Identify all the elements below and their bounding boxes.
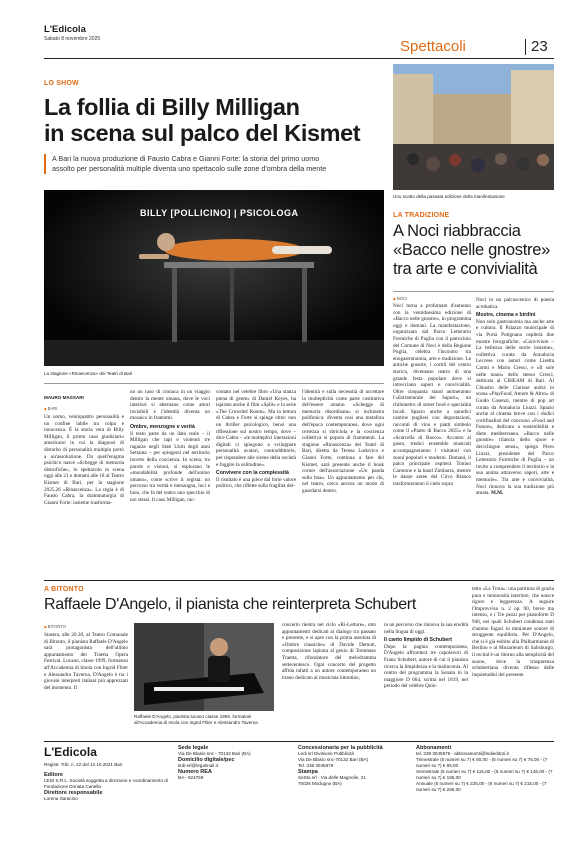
footer-subs-contact: tel. 338 3045879 - abbonamenti@ledieditori.it xyxy=(416,751,509,756)
article2-title-line1: A Noci riabbraccia xyxy=(393,222,521,240)
pianist-illustration xyxy=(134,623,274,711)
footer-subs-trimestrale: Trimestrale (5 numeri su 7) € 60,00 - (6 numeri su 7) € 75,00 - (7 numeri su 7) € 85,00 xyxy=(416,757,548,768)
photo-banner-text: BILLY [POLLICINO] | PSICOLOGA xyxy=(140,208,299,218)
article3-col1: Stasera, alle 20.30, al Teatro Comunale di Bitonto, il pianista Raffaele D'Angelo sarà protagonista dell'ultimo appuntamento del Traetta Opera Festival. Lucano, classe 1999, formatosi all'Accademia di Imola con Ingrid Fliter e Alessandro Taverna, D'Angelo è tra i giovani interpreti italiani più apprezzati del momento. Il xyxy=(44,632,128,691)
article3-col3 xyxy=(384,622,468,690)
article1-subtitle xyxy=(44,154,384,174)
footer-rea-text: BA - 624759 xyxy=(178,775,204,780)
article2-col2-text-a: Noci in un palcoscenico di poesia acrobatica. xyxy=(476,297,554,310)
article2-title xyxy=(393,222,554,279)
article1-col3-text-b: Il risultato è una pièce dal forte valore politico, che riflette sulla fragilità del- xyxy=(216,476,296,490)
footer-print-line1: SeSta srl - Via delle Magnolie, 21 xyxy=(298,775,366,780)
masthead-name: L'Edicola xyxy=(44,24,86,35)
article3-col3-subhead: Il canto limpido di Schubert xyxy=(384,637,453,644)
article1-subtitle-line1: A Bari la nuova produzione di Fausto Cabra e Gianni Forte: la storia del primo uomo xyxy=(52,154,320,163)
article2-title-line3: tra arte e convivialità xyxy=(393,260,538,278)
article3-col4: tetto «La Trota»: una partitura di grazia pura e luminosità interiore, che unisce rigore e leggerezza. A seguire l'Improvviso n. 2 op. 90, breve ma intenso, e i Tre pezzi per pianoforte D 946, nei quali Schubert condensa stati d'animo fugaci in miniature sonore di struggente equilibrio. Per D'Angelo, che si è già esibito alla Philharmonie di Berlino e al Mozarteum di Salisburgo, il recital è un ritorno alla semplicità del suono, dove la trasparenza schubertiana diventa riflesso delle inquietudini del presente. xyxy=(472,586,554,678)
location-pin-icon xyxy=(44,624,66,629)
page-number: 23 xyxy=(531,38,548,55)
footer-ads-line1: Ledi srl Divisione Pubblicità xyxy=(298,751,354,756)
footer-subs-annuale: Annuale (5 numeri su 7) € 225,00 - (6 numeri su 7) € 215,00 - (7 numeri su 7) € 286,00 xyxy=(416,781,547,792)
footer-ads-line3: Tel. 338 3045879 xyxy=(298,763,334,768)
article1-kicker: LO SHOW xyxy=(44,80,79,87)
footer-rule xyxy=(44,741,554,742)
article1-col3-subhead: Convivere con la complessità xyxy=(216,470,289,477)
footer-director-label: Direttore responsabile xyxy=(44,790,103,796)
footer-ads-label: Concessionaria per la pubblicità xyxy=(298,745,383,751)
article1-col2-text-a: no un caso di cronaca in un viaggio dentro la mente umana, dove le voci interiori si alternano come attori invisibili e l'identità diventa un mosaico in frantumi. xyxy=(130,389,210,422)
article2-col2-subhead: Mostre, cinema e birdini xyxy=(476,312,536,319)
footer-print-line2: 70026 Modugno (BA) xyxy=(298,781,342,786)
footer-logo: L'Edicola xyxy=(44,745,97,759)
footer-director-name: Lorena Saracino xyxy=(44,796,78,801)
article1-col2-text-b: Il testo parte da un dato reale – il Milligan che rapì e violentò tre ragazze negli Stati Uniti degli anni Settanta – per spingersi nel territorio incerto della coscienza. In scena, tra parole e visioni, si esplorano le «mondabilità profonde dell'animo umano», come scrive il regista: un percorso tra verità e menzogna, luci e buio, che fa del teatro uno specchio di noi stessi. Il caso Milligan, rac- xyxy=(130,430,210,503)
article1-col4: l'identità e sulla necessità di accettare la molteplicità come parte costitutiva dell'essere umano. «Schegge di memoria disordinata» si inchiostra polifonica: diventa così una metafora dell'epoca contemporanea, dove ogni certezza si sbriciola e la coscienza collettiva si popola di frammenti. La stagione «Rinascenza» dei Teatri di Bari, diretta da Teresa Ludovico e Gianni Forte, continua a fare del Kismet, sarà presente anche il book corner dell'associazione «Un panda sulla bna». Un appuntamento per chi, nel teatro, cerca ancora un modo di guardarsi dentro. xyxy=(302,389,384,494)
article1-col1: Un uomo, ventiquattro personalità e un confine labile tra colpa e innocenza. È la storia vera di Billy Milligan, il primo caso giudiziario americano in cui la diagnosi di disturbo di personalità multipla portò a un'assoluzione. Da quell'enigma psichico nasce «Schegge di memoria distrofiche», lo spettacolo in scena oggi alle 21 e domani alle 18 al Teatro Kismet di Bari, per la stagione 2025.26 «Rinascenza». La regia è di Fausto Cabra, la drammaturgia di Gianni Forte: insieme trasforma- xyxy=(44,414,124,506)
footer-registration: Registr. Trib. n. 22 del 12.10.2021 Bari xyxy=(44,762,123,767)
article1-caption-rule xyxy=(44,383,384,384)
article1-title-line2: in scena sul palco del Kismet xyxy=(44,120,361,146)
article3-place: BITONTO xyxy=(47,624,67,629)
article1-title-line1: La follia di Billy Milligan xyxy=(44,94,300,120)
article3-top-rule xyxy=(44,580,554,581)
location-pin-icon xyxy=(44,406,57,411)
article3-kicker: A BITONTO xyxy=(44,586,84,593)
article2-title-rule xyxy=(393,291,554,292)
article2-photo-caption: Uno scatto della passata edizione della manifestazione xyxy=(393,194,505,199)
footer-ads-line2: Via De Blasio snc-70132 Bari (BA) xyxy=(298,757,369,762)
footer-subs-semestrale: Semestrale (5 numeri su 7) € 115,00 - (6 numeri su 7) € 145,00 - (7 numeri su 7) € 165,00 xyxy=(416,769,553,780)
article1-subtitle-line2: assolto per personalità multiple diventa uno spettacolo sulle zone d'ombra della mente xyxy=(52,164,327,173)
article3-photo xyxy=(134,623,274,711)
footer-domicile-text: ledi-srl@legalmail.it xyxy=(178,763,218,768)
article1-place: BARI xyxy=(47,406,58,411)
footer-subscriptions xyxy=(416,745,556,793)
article2-title-line2: «Bacco nelle gnostre» xyxy=(393,241,550,259)
article3-photo-caption: Raffaele D'Angelo, pianista lucano classe 1999, formatosi all'Accademia di Imola con Ingrid Fliter e Alessandro Taverna xyxy=(134,714,258,725)
footer-editor-label: Editore xyxy=(44,772,63,778)
article1-col2 xyxy=(130,389,210,503)
article1-byline: MAURO MASSARI xyxy=(44,395,84,400)
masthead-date: Sabato 8 novembre 2025 xyxy=(44,36,101,42)
article2-kicker: LA TRADIZIONE xyxy=(393,212,450,219)
article1-col3-text-a: contato nel celebre libro «Una stanza piena di gente» di Daniel Keyes, ha ispirato anche il film «Split» e la serie «The Crowded Room». Ma la lettura di Cabra e Forte si spinge oltre: non un thriller psicologico, bensì una riflessione sul nostro tempo, dove – dice Cabra – «le molteplici interazioni digitali ci spingono a sviluppare personalità avatari, contraddittorie, per rispondere alle sirene della società e fuggire la solitudine». xyxy=(216,389,296,468)
section-divider xyxy=(525,39,526,55)
article3-col2: concerto rientra nel ciclo «Ri-Letture», otto appuntamenti dedicati al dialogo tra passato e presente, e si apre con la prima assoluta di «Ombre classiche» di Davide Demuti, composizione ispirata al genio di Tommaso Traetta, rifondatore del melodramma settecentesco. Ogni concerto del progetto affida infatti a un autore contemporaneo un brano dedicato al musicista bitontino, xyxy=(282,622,376,681)
article2-col2 xyxy=(476,297,554,497)
article2-byline-end: M.M. xyxy=(490,490,504,497)
footer-legal xyxy=(178,745,288,781)
article2-col2-text-b: Non solo gastronomia ma anche arte e cultura. Il Palazzo municipale di via Porta Putignano ospiterà due mostre fotografiche: «Convivium – La bellezza delle storie insieme», collettiva curata da Annalucia Leccese con autori come Lisetta Carmi e Mario Cresci, e «Il sole nelle mani» dello stesso Cresci, dedicata al CIHEAM di Bari. Al Chiostro delle Clarisse andrà in scena «PlayFood, Amore & Altro» di Guido Cosenzi, mentre di pop art curata da Annalucia Liuzzi. Spazio anche al cinema breve con i dodici cortifinalisti del concorso «Food and Future», dedicato a sostenibilità e diete mediterranea. «Bacco nelle gnostre» rilancia dello spore e deciclingue sensi», spiega Piero Liuzzi, presidente del Parco Letterario Formiche di Puglia – un invito a comprendere il territorio e la sua anima attraverso sapori, arte e memorie». Tra arte e convivialità, Noci rinnova la sua tradizione più amata. xyxy=(476,318,554,497)
article1-col2-subhead: Ombre, menzogne e verità xyxy=(130,423,195,430)
article3-col3-text-a: in un percorso che rinnova la sua eredità nella lingua di oggi. xyxy=(384,622,468,635)
section-name: Spettacoli xyxy=(400,38,466,55)
article3-col3-text-b: Dopo la pagina contemporanea, D'Angelo affronterà tre capolavori di Franz Schubert, autore di cui il pianista ricerca la limpidezza e la malinconia. Al centro del programma la Sonata in la maggiore D 664, scritta nel 1819, nel periodo del celebre Quin- xyxy=(384,643,468,690)
article1-photo-caption: La stagione «Rinascenza» dei Teatri di Bari xyxy=(44,371,133,376)
article2-place: NOCI xyxy=(396,296,408,301)
footer-editor-text: LEDI S.R.L. Società soggetta a direzione e coordinamento di Fondazione Donata Canella xyxy=(44,778,168,789)
article1-title xyxy=(44,94,384,146)
footer-rea-label: Numero REA xyxy=(178,769,212,775)
footer-editor xyxy=(44,772,174,802)
location-pin-icon xyxy=(393,296,407,301)
footer-subs-label: Abbonamenti xyxy=(416,745,452,751)
article1-col3 xyxy=(216,389,296,490)
footer-domicile-label: Domicilio digitale/pec xyxy=(178,757,235,763)
footer-legal-label: Sede legale xyxy=(178,745,209,751)
footer-print-label: Stampa xyxy=(298,769,318,775)
top-rule xyxy=(44,58,554,59)
article2-photo xyxy=(393,64,554,190)
festival-illustration xyxy=(393,64,554,190)
article1-photo xyxy=(44,190,384,366)
footer-ads xyxy=(298,745,408,787)
footer-legal-text: Via De Blasio snc - 70132 Bari (BA) xyxy=(178,751,251,756)
article3-title: Raffaele D'Angelo, il pianista che reinterpreta Schubert xyxy=(44,596,416,613)
article2-col1: Noci torna a profumare d'autunno con la ventiduesima edizione di «Bacco nelle gnostre», in programma oggi e domani. La manifestazione, organizzata dal Parco Letterario Formiche di Puglia con il patrocinio del Comune di Noci e della Regione Puglia, celebra l'incontro tra enogastronomia, arte e tradizione. Le antiche gnostre, i cortili del centro storico, diventano teatro di una grande festa popolare dove si intrecciano sapori e convivialità. Oltre cinquanta stand animeranno l'«Estramurale dei Sapori», un chilometro di street food e specialità locali. Spazio anche a quindici cantine pugliesi con degustazioni, racconti di vino e piatti simbolo come il «Piatto di Bacco 2025» e la «Scarcella di Bacco». Accanto al gusto, tredici ensemble musicali accompagneranno i visitatori con suoni popolari e moderni. Domani, il palco principale ospiterà Tonino Carotone e la band Zimbarra, mentre le danze zeree del Circo Bianco trasformeranno il cielo sopra xyxy=(393,303,471,488)
